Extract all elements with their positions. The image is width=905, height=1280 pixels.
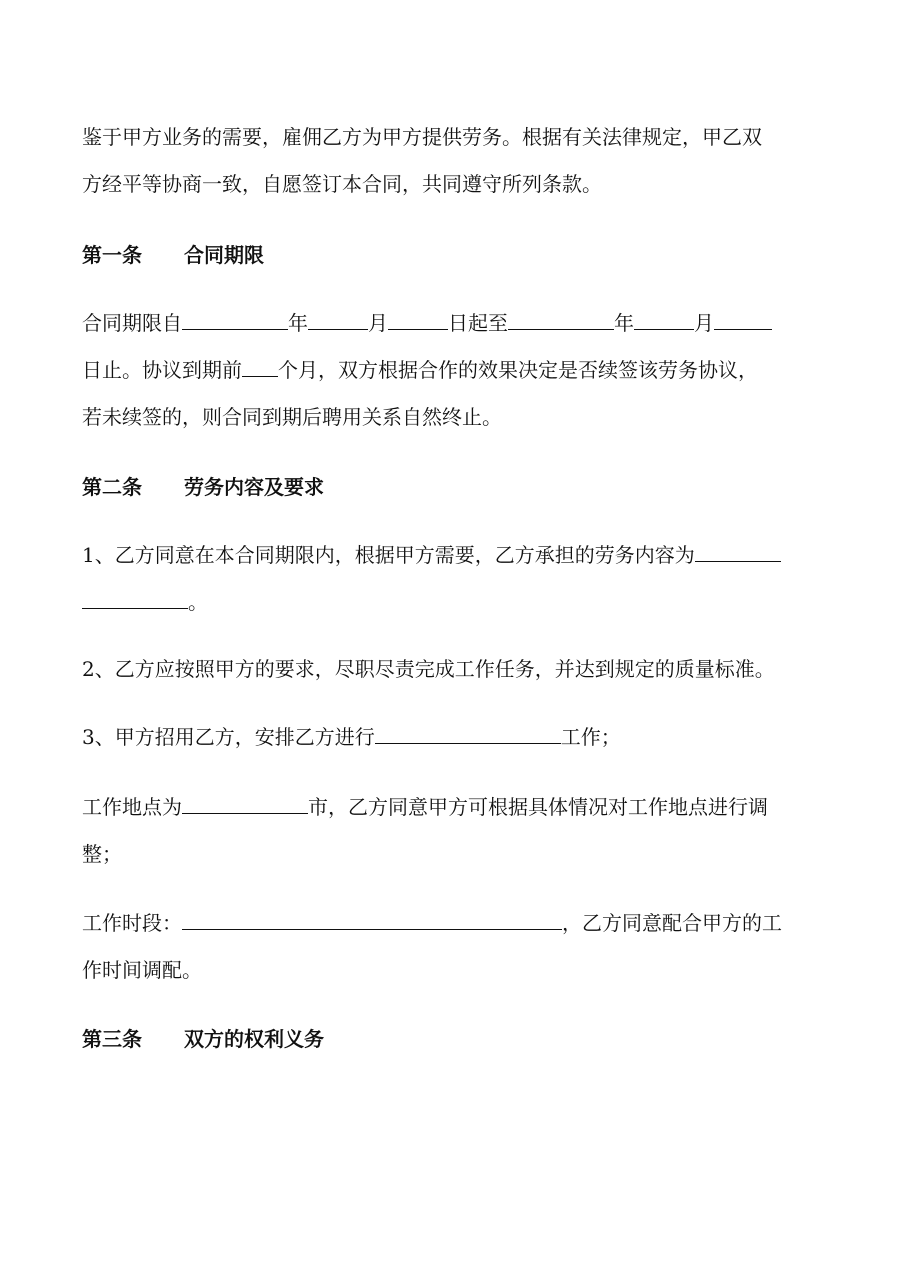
term-text-year: 年 [288,311,308,335]
intro-paragraph [82,114,822,208]
months-before-blank[interactable] [242,358,278,377]
location-text: 工作地点为 [82,795,182,819]
item-1-text: 1、乙方同意在本合同期限内，根据甲方需要，乙方承担的劳务内容为 [82,543,695,567]
end-year-blank[interactable] [508,311,614,330]
term-text-until: 日起至 [448,311,508,335]
article-2-title: 劳务内容及要求 [184,475,324,499]
start-year-blank[interactable] [182,311,288,330]
location-line-2: 整； [82,842,122,866]
item-1-end: 。 [188,590,208,614]
article-1-title: 合同期限 [184,243,264,267]
city-blank[interactable] [182,795,308,814]
term-text-start: 合同期限自 [82,311,182,335]
article-1-number: 第一条 [82,243,142,267]
item-1-line-2 [82,579,822,626]
item-3-end: 工作； [560,725,621,749]
item-3-line [82,714,822,761]
article-2-heading [82,472,324,502]
end-month-blank[interactable] [634,311,694,330]
intro-line-2: 方经平等协商一致，自愿签订本合同，共同遵守所列条款。 [82,172,602,196]
hours-paragraph [82,900,822,994]
item-1-paragraph [82,532,822,626]
article-3-title: 双方的权利义务 [184,1027,324,1051]
article-2-number: 第二条 [82,475,142,499]
term-line-1 [82,300,822,347]
term-text-month-2: 月 [694,311,714,335]
service-content-blank-1[interactable] [695,543,781,562]
location-line-1 [82,784,822,831]
article-3-heading [82,1024,324,1054]
work-type-blank[interactable] [375,725,561,744]
hours-text: 工作时段： [82,911,182,935]
work-hours-blank[interactable] [182,911,562,930]
start-month-blank[interactable] [308,311,368,330]
item-2-paragraph [82,646,822,693]
article-3-number: 第三条 [82,1027,142,1051]
item-2-text: 2、乙方应按照甲方的要求，尽职尽责完成工作任务，并达到规定的质量标准。 [82,657,775,681]
location-text-2: 市，乙方同意甲方可根据具体情况对工作地点进行调 [308,795,768,819]
hours-line-2: 作时间调配。 [82,958,202,982]
article-1-paragraph [82,300,822,441]
location-paragraph [82,784,822,878]
term-text-year-2: 年 [614,311,634,335]
hours-line-1 [82,900,822,947]
term-line-2 [82,347,822,394]
term-text-expiry: 日止。协议到期前 [82,358,242,382]
service-content-blank-2[interactable] [82,590,188,609]
article-1-heading [82,240,264,270]
term-text-renewal: 个月，双方根据合作的效果决定是否续签该劳务协议， [278,358,758,382]
hours-text-2: ，乙方同意配合甲方的工 [562,911,782,935]
term-text-month: 月 [368,311,388,335]
term-line-3: 若未续签的，则合同到期后聘用关系自然终止。 [82,405,502,429]
intro-line-1: 鉴于甲方业务的需要，雇佣乙方为甲方提供劳务。根据有关法律规定，甲乙双 [82,125,762,149]
end-day-blank[interactable] [714,311,772,330]
start-day-blank[interactable] [388,311,448,330]
item-3-text: 3、甲方招用乙方，安排乙方进行 [82,725,375,749]
item-3-paragraph [82,714,822,761]
item-1-line-1 [82,532,822,579]
